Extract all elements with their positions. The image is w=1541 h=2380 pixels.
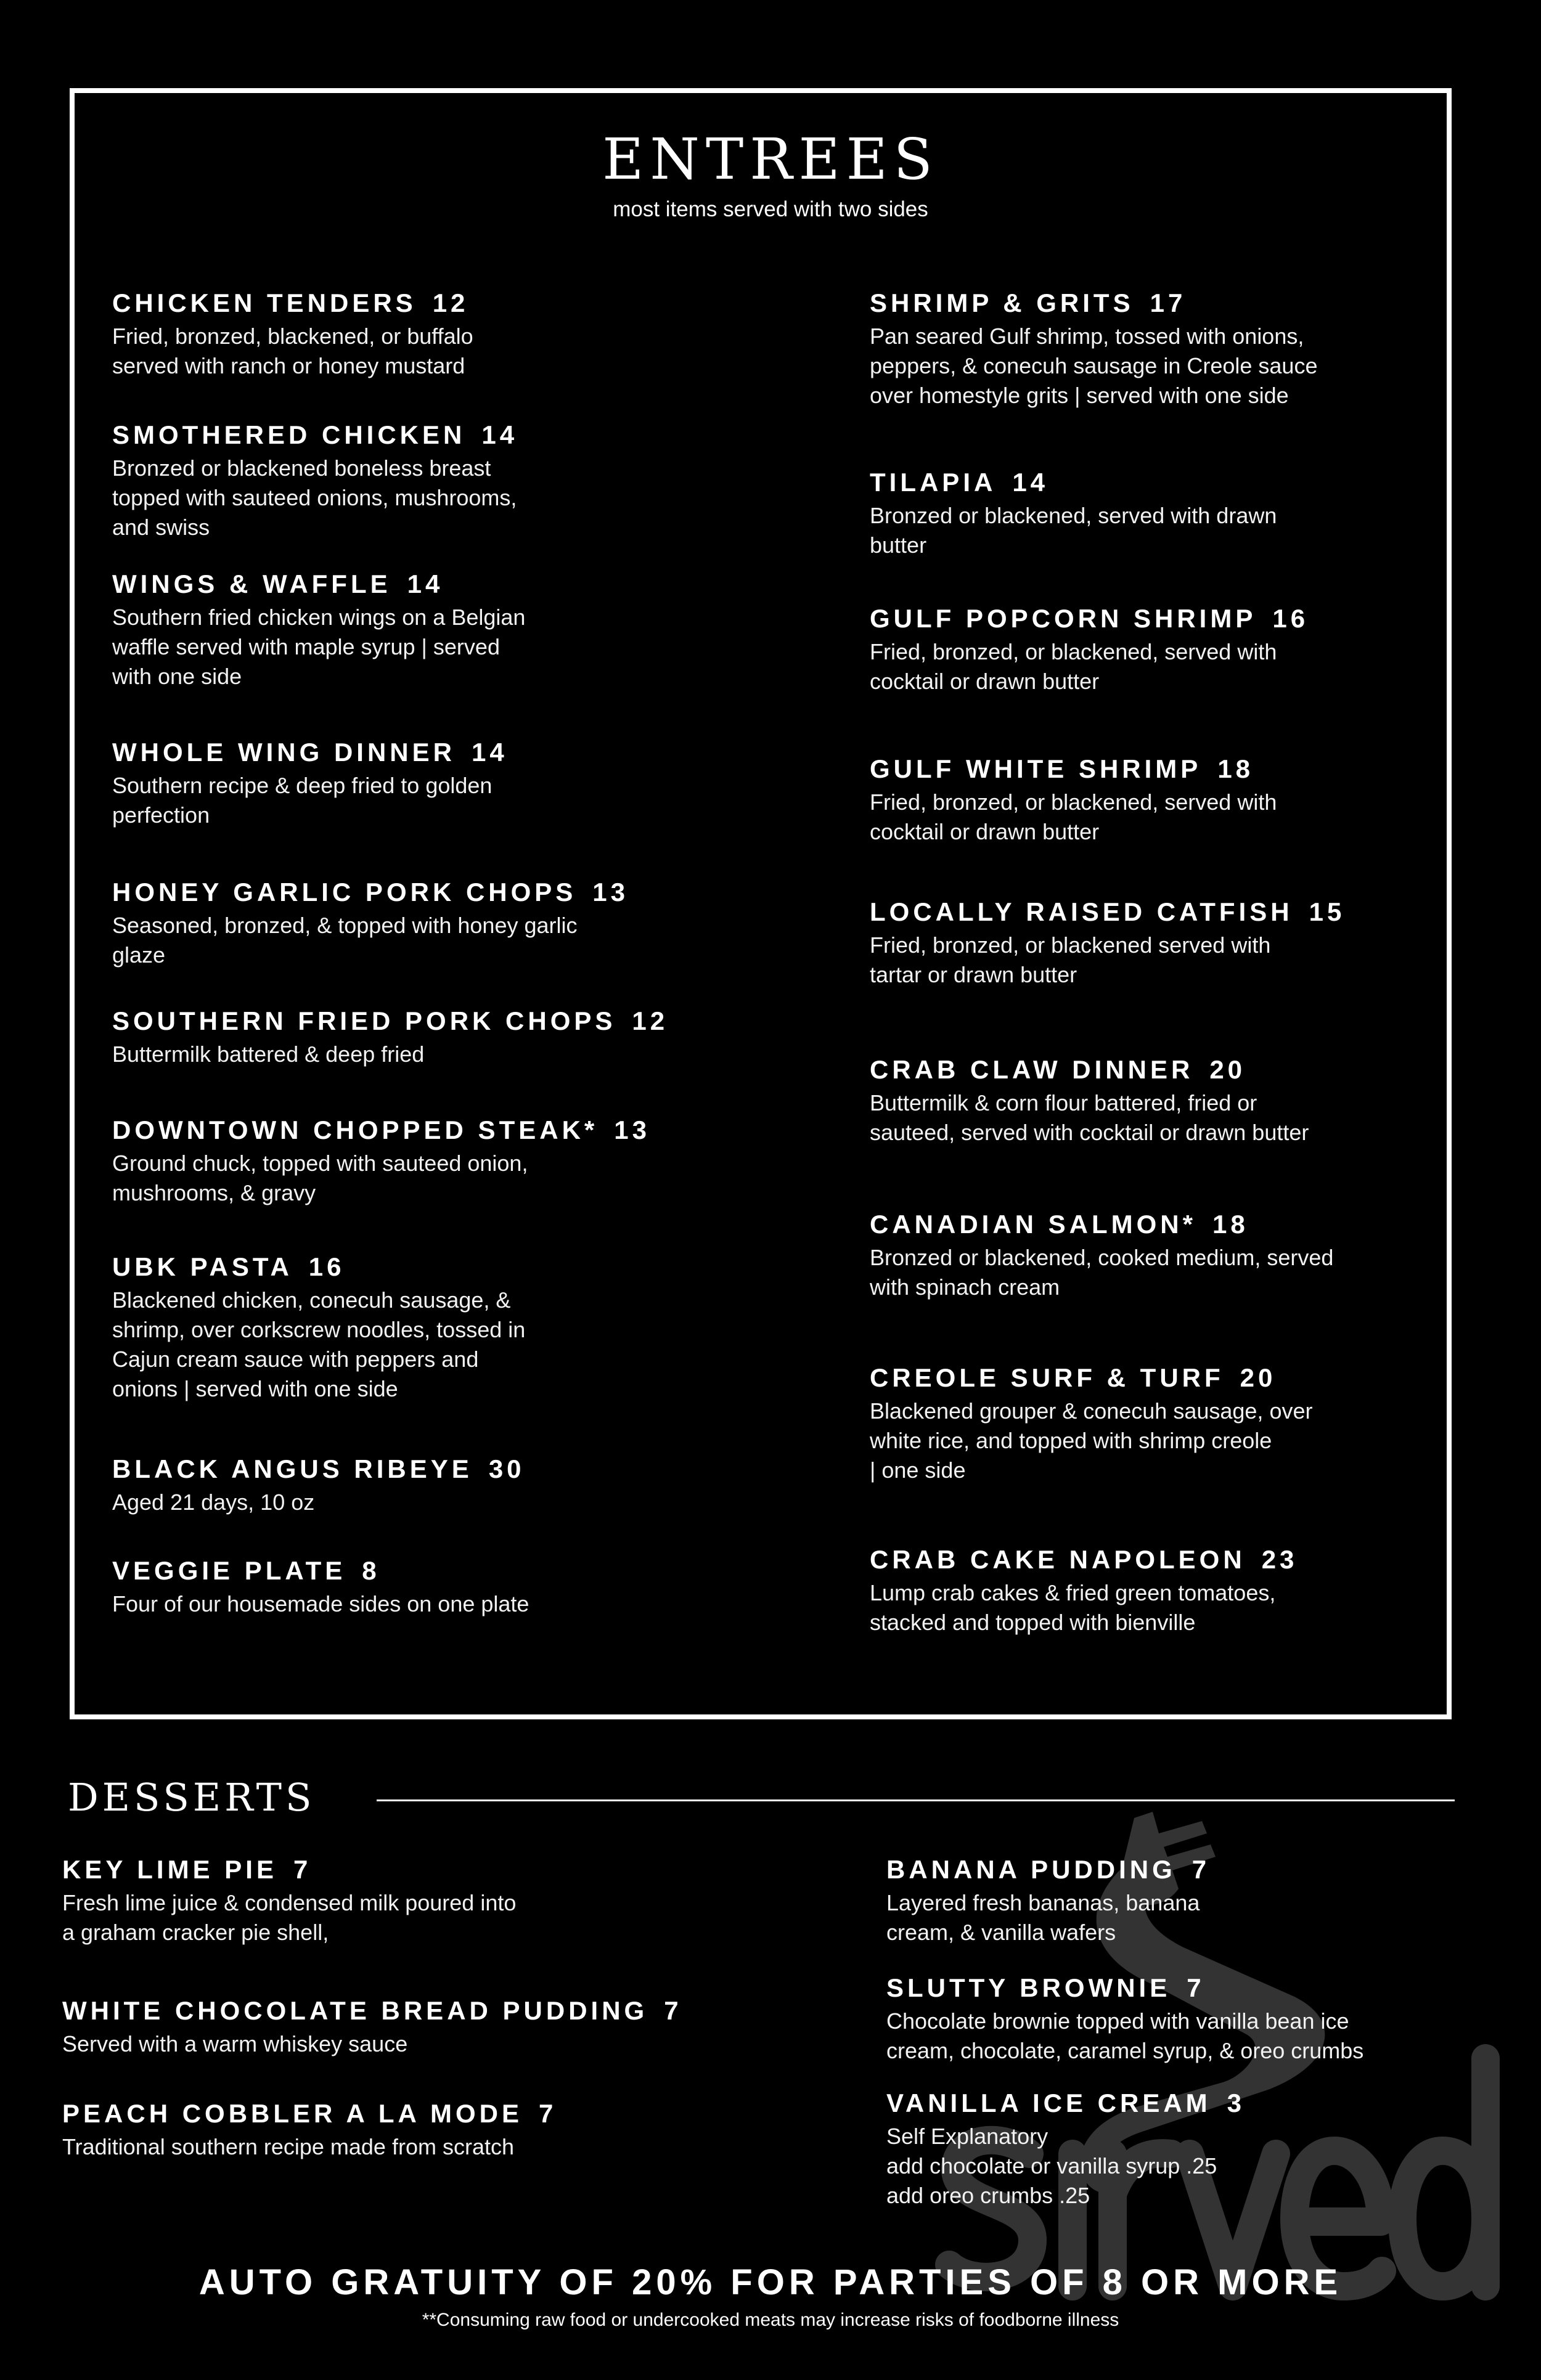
item-price: 8 xyxy=(362,1556,380,1585)
item-name-row xyxy=(870,1363,1486,1393)
item-description: Traditional southern recipe made from scratch xyxy=(62,2134,514,2159)
item-description: Seasoned, bronzed, & topped with honey garlic glaze xyxy=(112,913,578,968)
item-name-row xyxy=(112,420,729,450)
item-name-row xyxy=(870,897,1486,927)
item-description: Pan seared Gulf shrimp, tossed with onions, peppers, & conecuh sausage in Creole sauce over homestyle grits | served with one side xyxy=(870,324,1318,408)
item-name: SOUTHERN FRIED PORK CHOPS xyxy=(112,1006,616,1035)
item-name: WINGS & WAFFLE xyxy=(112,569,391,598)
item-name-row xyxy=(112,738,729,767)
menu-item xyxy=(886,1855,1503,1947)
item-name-row xyxy=(112,878,729,907)
item-name-row xyxy=(62,2099,679,2129)
menu-item xyxy=(112,288,729,381)
item-description: Self Explanatory add chocolate or vanilla syrup .25 add oreo crumbs .25 xyxy=(886,2124,1217,2208)
item-price: 7 xyxy=(1187,1973,1205,2002)
item-description: Chocolate brownie topped with vanilla bean ice cream, chocolate, caramel syrup, & oreo crumbs xyxy=(886,2008,1364,2063)
menu-item xyxy=(62,2099,679,2162)
item-name-row xyxy=(112,1454,729,1484)
item-name-row xyxy=(62,1855,679,1885)
item-price: 30 xyxy=(488,1454,525,1483)
item-price: 7 xyxy=(664,1996,682,2025)
item-name: SHRIMP & GRITS xyxy=(870,288,1134,317)
item-price: 18 xyxy=(1217,754,1254,783)
menu-item xyxy=(112,569,729,691)
item-price: 18 xyxy=(1212,1210,1249,1239)
item-price: 13 xyxy=(592,878,629,907)
item-price: 23 xyxy=(1261,1545,1298,1574)
item-description: Fried, bronzed, or blackened, served with cocktail or drawn butter xyxy=(870,789,1277,844)
item-price: 16 xyxy=(308,1252,345,1281)
item-price: 7 xyxy=(1192,1855,1211,1884)
item-price: 14 xyxy=(481,420,518,449)
menu-item xyxy=(62,1996,682,2059)
menu-item xyxy=(112,1556,729,1619)
menu-item xyxy=(112,1115,729,1208)
item-price: 14 xyxy=(471,738,508,767)
item-name: WHOLE WING DINNER xyxy=(112,738,456,767)
item-name-row xyxy=(112,288,729,318)
item-name-row xyxy=(886,1855,1503,1885)
item-description: Aged 21 days, 10 oz xyxy=(112,1490,315,1515)
auto-gratuity-notice: AUTO GRATUITY OF 20% FOR PARTIES OF 8 OR MORE xyxy=(198,2262,1343,2302)
item-description: Served with a warm whiskey sauce xyxy=(62,2031,408,2056)
menu-item xyxy=(886,1973,1503,2066)
item-description: Buttermilk & corn flour battered, fried or sauteed, served with cocktail or drawn butter xyxy=(870,1090,1309,1145)
item-price: 20 xyxy=(1240,1363,1277,1392)
item-description: Blackened grouper & conecuh sausage, over white rice, and topped with shrimp creole | one side xyxy=(870,1398,1313,1483)
item-description: Buttermilk battered & deep fried xyxy=(112,1041,425,1067)
menu-item xyxy=(112,878,729,970)
menu-item xyxy=(886,2089,1503,2211)
item-name-row xyxy=(870,1055,1486,1085)
item-name: CRAB CLAW DINNER xyxy=(870,1055,1194,1084)
item-price: 13 xyxy=(614,1115,650,1144)
item-name: CREOLE SURF & TURF xyxy=(870,1363,1224,1392)
item-price: 7 xyxy=(293,1855,312,1884)
item-description: Ground chuck, topped with sauteed onion, mushrooms, & gravy xyxy=(112,1151,528,1205)
item-price: 14 xyxy=(407,569,444,598)
menu-item xyxy=(870,897,1486,990)
item-description: Bronzed or blackened boneless breast topped with sauteed onions, mushrooms, and swiss xyxy=(112,455,517,540)
menu-item xyxy=(870,1055,1486,1147)
entrees-subtitle: most items served with two sides xyxy=(613,197,928,221)
item-name-row xyxy=(62,1996,682,2026)
item-price: 3 xyxy=(1227,2089,1246,2117)
item-name: GULF POPCORN SHRIMP xyxy=(870,604,1257,633)
item-name: CHICKEN TENDERS xyxy=(112,288,417,317)
item-name: HONEY GARLIC PORK CHOPS xyxy=(112,878,577,907)
food-safety-disclaimer: **Consuming raw food or undercooked meats may increase risks of foodborne illness xyxy=(422,2310,1119,2330)
item-description: Fresh lime juice & condensed milk poured into a graham cracker pie shell, xyxy=(62,1890,517,1945)
item-description: Fried, bronzed, or blackened served with tartar or drawn butter xyxy=(870,932,1271,987)
item-description: Lump crab cakes & fried green tomatoes, stacked and topped with bienville xyxy=(870,1580,1276,1635)
item-name: GULF WHITE SHRIMP xyxy=(870,754,1202,783)
item-name: WHITE CHOCOLATE BREAD PUDDING xyxy=(62,1996,648,2025)
item-name-row xyxy=(870,288,1486,318)
item-price: 15 xyxy=(1309,897,1346,926)
menu-item xyxy=(112,738,729,830)
item-description: Four of our housemade sides on one plate xyxy=(112,1591,529,1616)
item-price: 17 xyxy=(1150,288,1187,317)
menu-item xyxy=(870,1545,1486,1637)
item-name: BLACK ANGUS RIBEYE xyxy=(112,1454,473,1483)
menu-item xyxy=(870,1210,1486,1302)
item-name: TILAPIA xyxy=(870,468,997,497)
item-name-row xyxy=(112,1252,729,1282)
desserts-title: DESSERTS xyxy=(68,1775,316,1820)
item-name-row xyxy=(112,1006,729,1036)
item-name-row xyxy=(870,468,1486,497)
item-description: Blackened chicken, conecuh sausage, & shrimp, over corkscrew noodles, tossed in Cajun cream sauce with peppers and onions | served with one side xyxy=(112,1287,526,1401)
item-name: LOCALLY RAISED CATFISH xyxy=(870,897,1293,926)
item-name: SLUTTY BROWNIE xyxy=(886,1973,1171,2002)
item-description: Southern recipe & deep fried to golden perfection xyxy=(112,773,493,828)
menu-item xyxy=(870,604,1486,696)
item-price: 16 xyxy=(1272,604,1309,633)
item-description: Bronzed or blackened, cooked medium, served with spinach cream xyxy=(870,1245,1334,1300)
menu-item xyxy=(112,1006,729,1069)
menu-item xyxy=(112,1454,729,1517)
item-name-row xyxy=(870,604,1486,634)
item-name-row xyxy=(886,1973,1503,2003)
item-price: 14 xyxy=(1012,468,1049,497)
item-name-row xyxy=(112,1115,729,1145)
item-description: Southern fried chicken wings on a Belgian waffle served with maple syrup | served with one side xyxy=(112,605,526,689)
item-name: UBK PASTA xyxy=(112,1252,293,1281)
menu-item xyxy=(62,1855,679,1947)
item-name: PEACH COBBLER A LA MODE xyxy=(62,2099,523,2128)
item-name: KEY LIME PIE xyxy=(62,1855,277,1884)
item-description: Bronzed or blackened, served with drawn butter xyxy=(870,503,1277,558)
item-description: Fried, bronzed, or blackened, served with cocktail or drawn butter xyxy=(870,639,1277,694)
item-name-row xyxy=(870,1545,1486,1575)
item-name-row xyxy=(886,2089,1503,2118)
item-name-row xyxy=(112,1556,729,1586)
item-price: 7 xyxy=(539,2099,557,2128)
menu-item xyxy=(870,1363,1486,1485)
entrees-title: ENTREES xyxy=(602,126,939,192)
item-name: CANADIAN SALMON* xyxy=(870,1210,1196,1239)
item-name-row xyxy=(112,569,729,599)
menu-item xyxy=(870,754,1486,847)
item-name: CRAB CAKE NAPOLEON xyxy=(870,1545,1246,1574)
item-name: VANILLA ICE CREAM xyxy=(886,2089,1211,2117)
menu-item xyxy=(870,288,1486,410)
menu-item xyxy=(870,468,1486,560)
item-name: VEGGIE PLATE xyxy=(112,1556,346,1585)
item-price: 12 xyxy=(632,1006,669,1035)
item-name: SMOTHERED CHICKEN xyxy=(112,420,466,449)
desserts-divider xyxy=(377,1799,1455,1801)
item-description: Fried, bronzed, blackened, or buffalo served with ranch or honey mustard xyxy=(112,324,473,378)
menu-item xyxy=(112,1252,729,1404)
item-name-row xyxy=(870,754,1486,784)
item-name: BANANA PUDDING xyxy=(886,1855,1176,1884)
menu-item xyxy=(112,420,729,542)
item-price: 20 xyxy=(1209,1055,1246,1084)
item-description: Layered fresh bananas, banana cream, & vanilla wafers xyxy=(886,1890,1200,1945)
item-name: DOWNTOWN CHOPPED STEAK* xyxy=(112,1115,599,1144)
item-name-row xyxy=(870,1210,1486,1239)
item-price: 12 xyxy=(432,288,469,317)
